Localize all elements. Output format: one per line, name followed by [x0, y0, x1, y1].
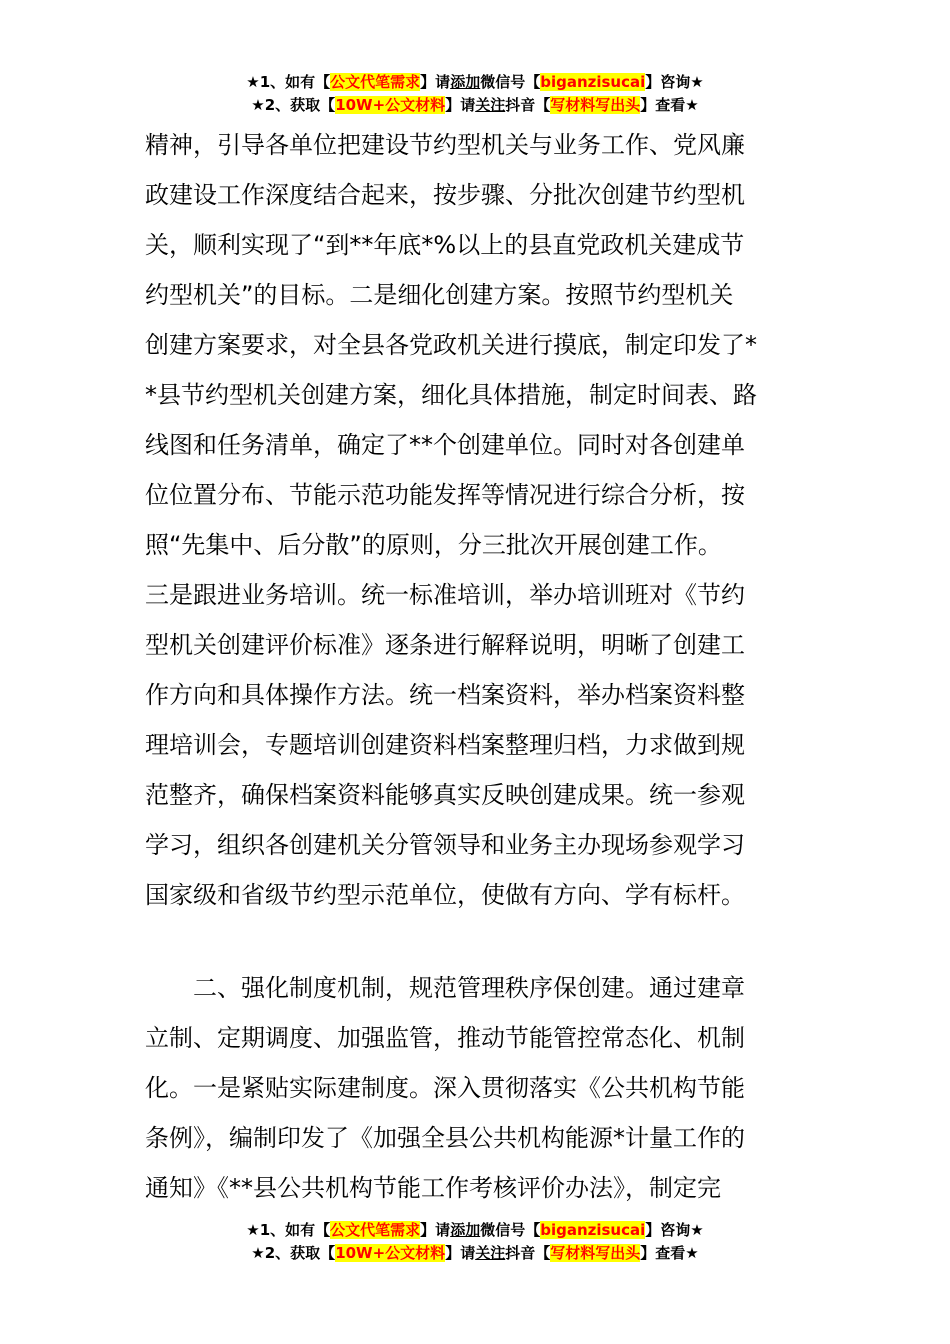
text-line: 通知》《**县公共机构节能工作考核评价办法》，制定完	[145, 1174, 721, 1202]
header-banner	[0, 71, 950, 117]
text-line: 位位置分布、节能示范功能发挥等情况进行综合分析，按	[145, 481, 745, 509]
banner-text: 】查看★	[640, 1244, 699, 1262]
banner-text: 】请	[420, 73, 451, 91]
text-line: 约型机关”的目标。二是细化创建方案。按照节约型机关	[145, 281, 734, 309]
banner-highlight: biganzisucai	[540, 1221, 646, 1239]
banner-text: 微信号【	[480, 1221, 541, 1239]
banner-line-2	[0, 1242, 950, 1265]
banner-text: 】查看★	[640, 96, 699, 114]
text-line: 学习，组织各创建机关分管领导和业务主办现场参观学习	[145, 831, 745, 859]
text-line: 照“先集中、后分散”的原则，分三批次开展创建工作。	[145, 531, 722, 559]
text-line: 作方向和具体操作方法。统一档案资料，举办档案资料整	[145, 681, 745, 709]
banner-text: 抖音【	[505, 96, 551, 114]
text-line: 关，顺利实现了“到**年底*%以上的县直党政机关建成节	[145, 231, 745, 259]
banner-underline: 关注	[475, 96, 506, 114]
text-line: 理培训会，专题培训创建资料档案整理归档，力求做到规	[145, 731, 745, 759]
banner-text: 】咨询★	[645, 73, 704, 91]
banner-highlight: 写材料写出头	[550, 1244, 641, 1262]
banner-highlight: 公文代笔需求	[330, 73, 421, 91]
text-line: 型机关创建评价标准》逐条进行解释说明，明晰了创建工	[145, 631, 745, 659]
banner-text: 抖音【	[505, 1244, 551, 1262]
banner-underline: 添加	[450, 73, 481, 91]
text-line: 精神，引导各单位把建设节约型机关与业务工作、党风廉	[145, 131, 745, 159]
banner-line-1	[0, 1219, 950, 1242]
banner-text: ★2、获取【	[251, 1244, 336, 1262]
paragraph-gap	[145, 920, 810, 963]
banner-line-1	[0, 71, 950, 94]
banner-highlight: 公文代笔需求	[330, 1221, 421, 1239]
banner-underline: 关注	[475, 1244, 506, 1262]
banner-text: ★1、如有【	[246, 1221, 331, 1239]
text-line: 立制、定期调度、加强监管，推动节能管控常态化、机制	[145, 1024, 745, 1052]
banner-line-2	[0, 94, 950, 117]
document-body	[145, 120, 810, 1213]
text-line: 化。一是紧贴实际建制度。深入贯彻落实《公共机构节能	[145, 1074, 745, 1102]
banner-highlight: 10W+公文材料	[335, 96, 446, 114]
banner-text: 微信号【	[480, 73, 541, 91]
text-line: 国家级和省级节约型示范单位，使做有方向、学有标杆。	[145, 881, 745, 909]
banner-text: 】请	[445, 96, 476, 114]
banner-highlight: 10W+公文材料	[335, 1244, 446, 1262]
banner-text: 】请	[445, 1244, 476, 1262]
text-line: 线图和任务清单，确定了**个创建单位。同时对各创建单	[145, 431, 745, 459]
text-line: 范整齐，确保档案资料能够真实反映创建成果。统一参观	[145, 781, 745, 809]
banner-text: ★1、如有【	[246, 73, 331, 91]
banner-highlight: biganzisucai	[540, 73, 646, 91]
banner-underline: 添加	[450, 1221, 481, 1239]
banner-text: 】咨询★	[645, 1221, 704, 1239]
banner-text: ★2、获取【	[251, 96, 336, 114]
text-line: 创建方案要求，对全县各党政机关进行摸底，制定印发了*	[145, 331, 757, 359]
text-line: 条例》，编制印发了《加强全县公共机构能源*计量工作的	[145, 1124, 745, 1152]
text-line: *县节约型机关创建方案，细化具体措施，制定时间表、路	[145, 381, 757, 409]
footer-banner	[0, 1219, 950, 1265]
text-line: 政建设工作深度结合起来，按步骤、分批次创建节约型机	[145, 181, 745, 209]
banner-text: 】请	[420, 1221, 451, 1239]
banner-highlight: 写材料写出头	[550, 96, 641, 114]
text-line: 二、强化制度机制，规范管理秩序保创建。通过建章	[145, 974, 745, 1002]
text-line: 三是跟进业务培训。统一标准培训，举办培训班对《节约	[145, 581, 745, 609]
